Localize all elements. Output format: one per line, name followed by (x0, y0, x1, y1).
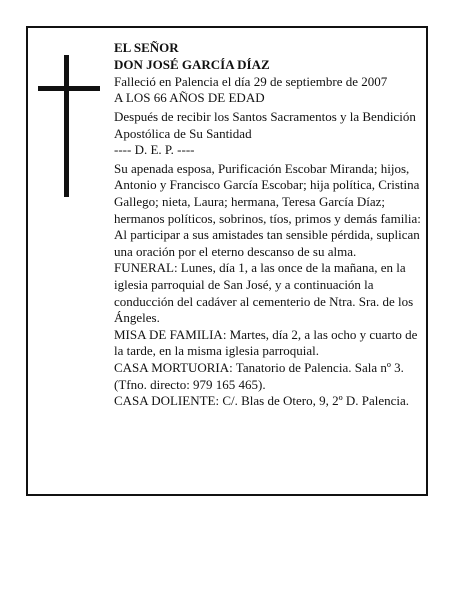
obituary-title: EL SEÑOR (114, 40, 179, 55)
rip-line: ---- D. E. P. ---- (114, 142, 195, 158)
mourning-house-paragraph: CASA DOLIENTE: C/. Blas de Otero, 9, 2º D. Palencia. (114, 393, 410, 409)
family-mass-paragraph: MISA DE FAMILIA: Martes, día 2, a las ocho y cuarto de la tarde, en la misma iglesia parroquial. (114, 326, 418, 359)
cross-vertical-bar (64, 55, 69, 197)
mortuary-paragraph: CASA MORTUORIA: Tanatorio de Palencia. Sala nº 3. (Tfno. directo: 979 165 465). (114, 359, 404, 392)
cross-icon (38, 55, 100, 197)
cross-horizontal-bar (38, 86, 100, 91)
death-info: Falleció en Palencia el día 29 de septiembre de 2007 (114, 73, 388, 89)
age-line: A LOS 66 AÑOS DE EDAD (114, 90, 265, 106)
funeral-paragraph: FUNERAL: Lunes, día 1, a las once de la mañana, en la iglesia parroquial de San José, y a continuación la conducción del cadáver al cementerio de Ntra. Sra. de los Ángeles. (114, 260, 414, 326)
deceased-name: DON JOSÉ GARCÍA DÍAZ (114, 57, 270, 73)
prayer-request-paragraph: Al participar a sus amistades tan sensible pérdida, suplican una oración por el eterno descanso de su alma. (114, 227, 420, 259)
obituary-text (114, 39, 422, 410)
sacraments-line: Después de recibir los Santos Sacramentos y la Bendición Apostólica de Su Santidad (114, 109, 416, 141)
family-paragraph: Su apenada esposa, Purificación Escobar Miranda; hijos, Antonio y Francisco García Escobar; hija política, Cristina Gallego; nieta, Laura; hermana, Teresa García Díaz; hermanos políticos, sobrinos, tíos, primos y demás familia: (114, 160, 421, 226)
